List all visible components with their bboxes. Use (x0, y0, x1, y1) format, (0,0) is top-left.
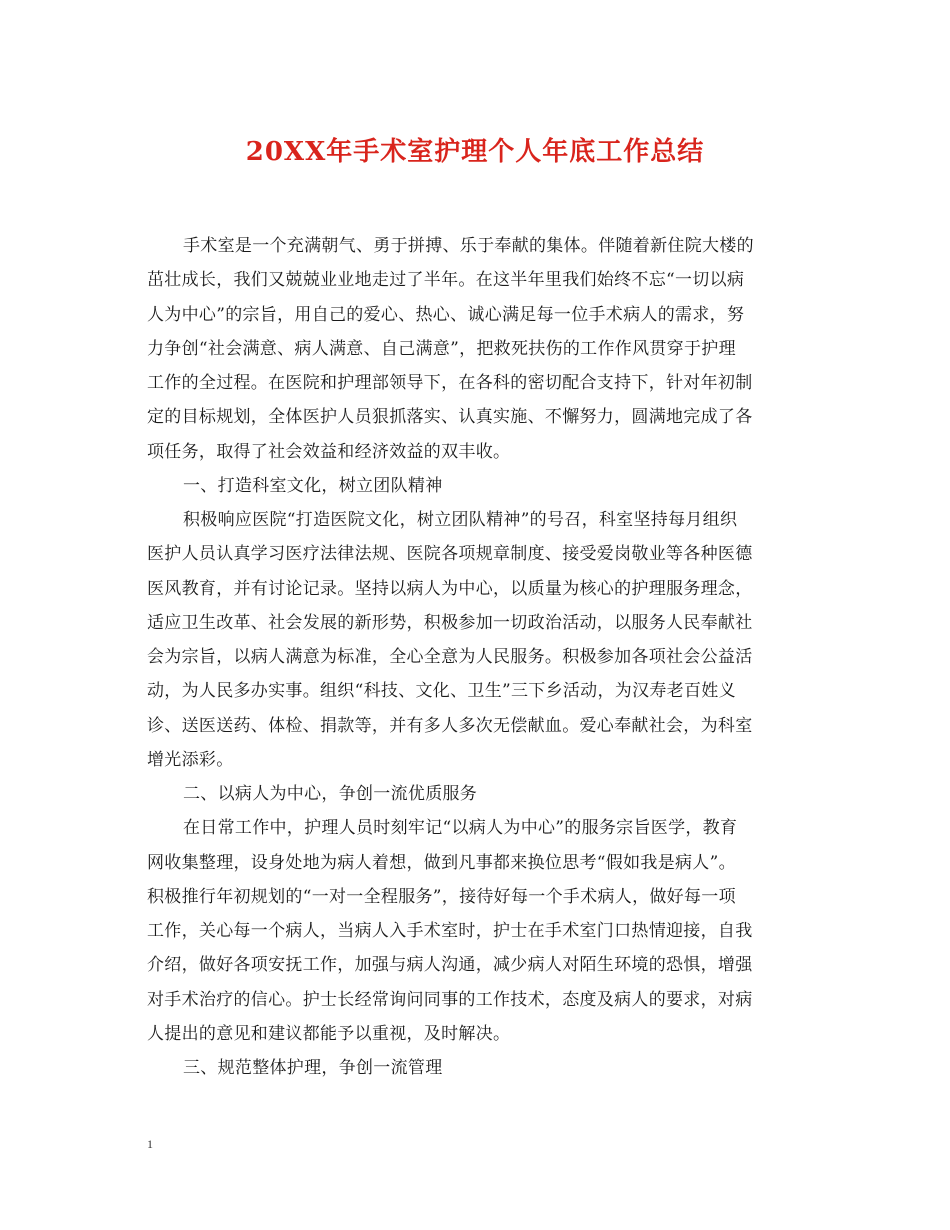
body-line: 在日常工作中，护理人员时刻牢记“以病人为中心”的服务宗旨医学，教育 (183, 818, 738, 839)
body-line: 二、以病人为中心，争创一流优质服务 (183, 784, 478, 804)
body-line: 介绍，做好各项安抚工作，加强与病人沟通，减少病人对陌生环境的恐惧，增强 (147, 955, 753, 976)
body-line: 会为宗旨，以病人满意为标准，全心全意为人民服务。积极参加各项社会公益活 (147, 647, 753, 667)
body-line: 人为中心”的宗旨，用自己的爱心、热心、诚心满足每一位手术病人的需求，努 (147, 304, 745, 325)
body-line: 对手术治疗的信心。护士长经常询问同事的工作技术，态度及病人的要求，对病 (147, 989, 753, 1010)
body-line: 积极响应医院“打造医院文化，树立团队精神”的号召，科室坚持每月组织 (183, 510, 738, 530)
body-line: 适应卫生改革、社会发展的新形势，积极参加一切政治活动，以服务人民奉献社 (147, 612, 753, 633)
body-line: 医风教育，并有讨论记录。坚持以病人为中心，以质量为核心的护理服务理念， (147, 578, 753, 599)
body-line: 积极推行年初规划的“一对一全程服务”，接待好每一个手术病人，做好每一项 (147, 886, 736, 907)
body-line: 一、打造科室文化，树立团队精神 (183, 475, 443, 496)
body-line: 手术室是一个充满朝气、勇于拼搏、乐于奉献的集体。伴随着新住院大楼的 (183, 236, 754, 256)
body-line: 网收集整理，设身处地为病人着想，做到凡事都来换位思考“假如我是病人”。 (147, 852, 736, 873)
body-line: 诊、送医送药、体检、捐款等，并有多人多次无偿献血。爱心奉献社会，为科室 (147, 715, 753, 736)
document-title: 20XX年手术室护理个人年底工作总结 (245, 137, 705, 167)
body-line: 茁壮成长，我们又兢兢业业地走过了半年。在这半年里我们始终不忘“一切以病 (147, 270, 745, 291)
body-line: 增光添彩。 (147, 749, 234, 770)
body-line: 力争创“社会满意、病人满意、自己满意”，把救死扶伤的工作作风贯穿于护理 (147, 338, 736, 359)
body-line: 工作，关心每一个病人，当病人入手术室时，护士在手术室门口热情迎接，自我 (147, 921, 753, 941)
page-number: 1 (147, 1137, 153, 1151)
body-line: 动，为人民多办实事。组织“科技、文化、卫生”三下乡活动，为汉寿老百姓义 (147, 681, 736, 702)
document-body (147, 229, 803, 1085)
body-line: 医护人员认真学习医疗法律法规、医院各项规章制度、接受爱岗敬业等各种医德 (147, 544, 753, 565)
body-line: 定的目标规划，全体医护人员狠抓落实、认真实施、不懈努力，圆满地完成了各 (147, 407, 753, 428)
body-line: 工作的全过程。在医院和护理部领导下，在各科的密切配合支持下，针对年初制 (147, 373, 753, 393)
body-line: 三、规范整体护理，争创一流管理 (183, 1058, 443, 1078)
body-line: 人提出的意见和建议都能予以重视，及时解决。 (147, 1023, 511, 1044)
body-line: 项任务，取得了社会效益和经济效益的双丰收。 (147, 441, 511, 462)
